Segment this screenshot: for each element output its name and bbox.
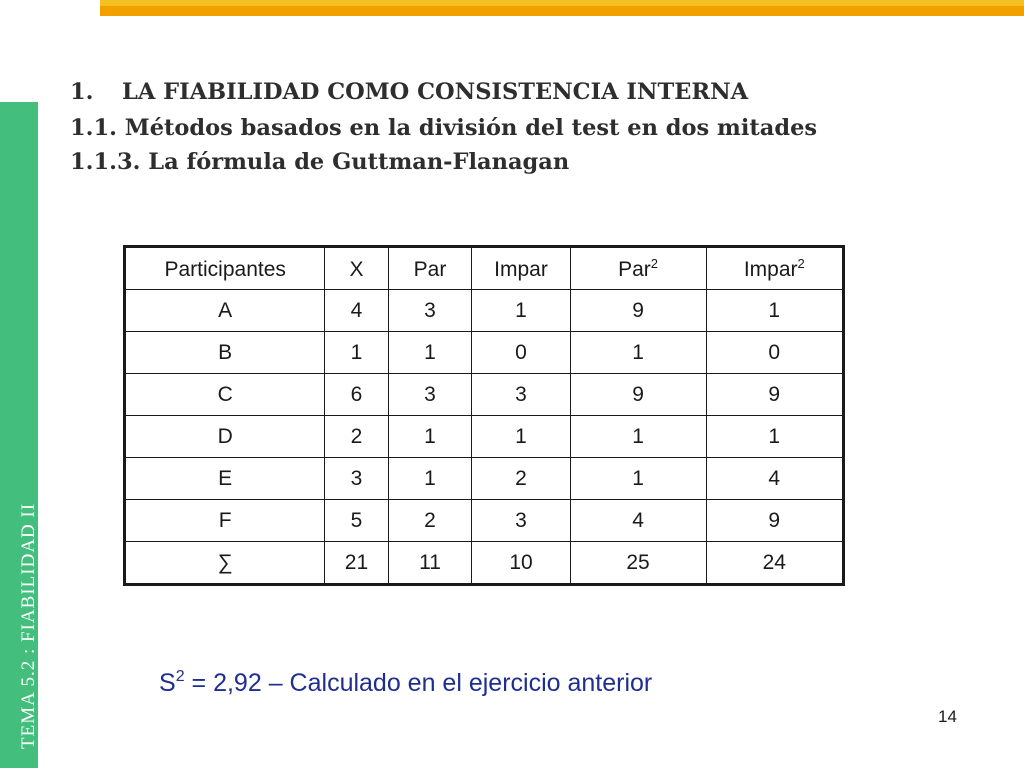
- sum-symbol-cell: ∑: [125, 542, 325, 585]
- table-cell: A: [125, 290, 325, 332]
- table-cell: F: [125, 500, 325, 542]
- table-cell: 3: [472, 374, 570, 416]
- header-participantes: Participantes: [125, 247, 325, 290]
- table-cell: 3: [388, 374, 472, 416]
- formula-value: = 2,92: [184, 669, 269, 697]
- table-row: [125, 416, 844, 458]
- table-cell: 1: [388, 332, 472, 374]
- heading-level-1-text: LA FIABILIDAD COMO CONSISTENCIA INTERNA: [122, 79, 749, 105]
- table-cell: 1: [388, 458, 472, 500]
- table-cell: 24: [706, 542, 843, 585]
- heading-number: 1.: [70, 79, 94, 105]
- table-cell: 1: [706, 290, 843, 332]
- table-row-sum: [125, 542, 844, 585]
- formula-exponent: 2: [175, 668, 185, 685]
- table-cell: 0: [706, 332, 843, 374]
- side-label: TEMA 5.2 : FIABILIDAD II: [18, 502, 39, 749]
- table-cell: 3: [472, 500, 570, 542]
- header-x: X: [325, 247, 388, 290]
- table-cell: 1: [472, 290, 570, 332]
- heading-level-2: 1.1. Métodos basados en la división del test en dos mitades: [70, 115, 818, 141]
- table-row: [125, 290, 844, 332]
- table-cell: 0: [472, 332, 570, 374]
- table-cell: 4: [570, 500, 706, 542]
- variance-formula: [159, 668, 652, 698]
- table-row: [125, 332, 844, 374]
- table-cell: 1: [388, 416, 472, 458]
- table-cell: 4: [706, 458, 843, 500]
- table-cell: 5: [325, 500, 388, 542]
- table-cell: 6: [325, 374, 388, 416]
- table-cell: 1: [706, 416, 843, 458]
- table-header-row: [125, 247, 844, 290]
- table-cell: 11: [388, 542, 472, 585]
- formula-dash: –: [268, 669, 283, 697]
- heading-level-3: 1.1.3. La fórmula de Guttman-Flanagan: [70, 149, 570, 175]
- formula-text: Calculado en el ejercicio anterior: [282, 669, 653, 697]
- table-cell: 9: [706, 500, 843, 542]
- table-cell: 2: [325, 416, 388, 458]
- table-cell: 3: [388, 290, 472, 332]
- table-cell: 9: [570, 290, 706, 332]
- table-cell: 9: [706, 374, 843, 416]
- header-impar: Impar: [472, 247, 570, 290]
- table-cell: B: [125, 332, 325, 374]
- table-cell: 1: [325, 332, 388, 374]
- table-cell: 2: [472, 458, 570, 500]
- table-cell: C: [125, 374, 325, 416]
- header-par-squared: Par$^2$: [570, 247, 706, 290]
- table-cell: 4: [325, 290, 388, 332]
- table-cell: 3: [325, 458, 388, 500]
- formula-symbol: S: [159, 669, 176, 697]
- table-cell: 1: [570, 332, 706, 374]
- top-accent-bar-orange: [100, 6, 1024, 16]
- table-cell: D: [125, 416, 325, 458]
- table-row: [125, 374, 844, 416]
- header-par: Par: [388, 247, 472, 290]
- table-cell: 9: [570, 374, 706, 416]
- table-cell: 1: [472, 416, 570, 458]
- page-number: 14: [938, 707, 957, 726]
- table-cell: E: [125, 458, 325, 500]
- table-row: [125, 458, 844, 500]
- table-cell: 25: [570, 542, 706, 585]
- table-cell: 21: [325, 542, 388, 585]
- table-cell: 1: [570, 458, 706, 500]
- table-cell: 10: [472, 542, 570, 585]
- table-cell: 2: [388, 500, 472, 542]
- table-cell: 1: [570, 416, 706, 458]
- data-table: [123, 245, 845, 586]
- table-row: [125, 500, 844, 542]
- header-impar-squared: Impar$^2$: [706, 247, 843, 290]
- heading-level-1: [70, 81, 748, 104]
